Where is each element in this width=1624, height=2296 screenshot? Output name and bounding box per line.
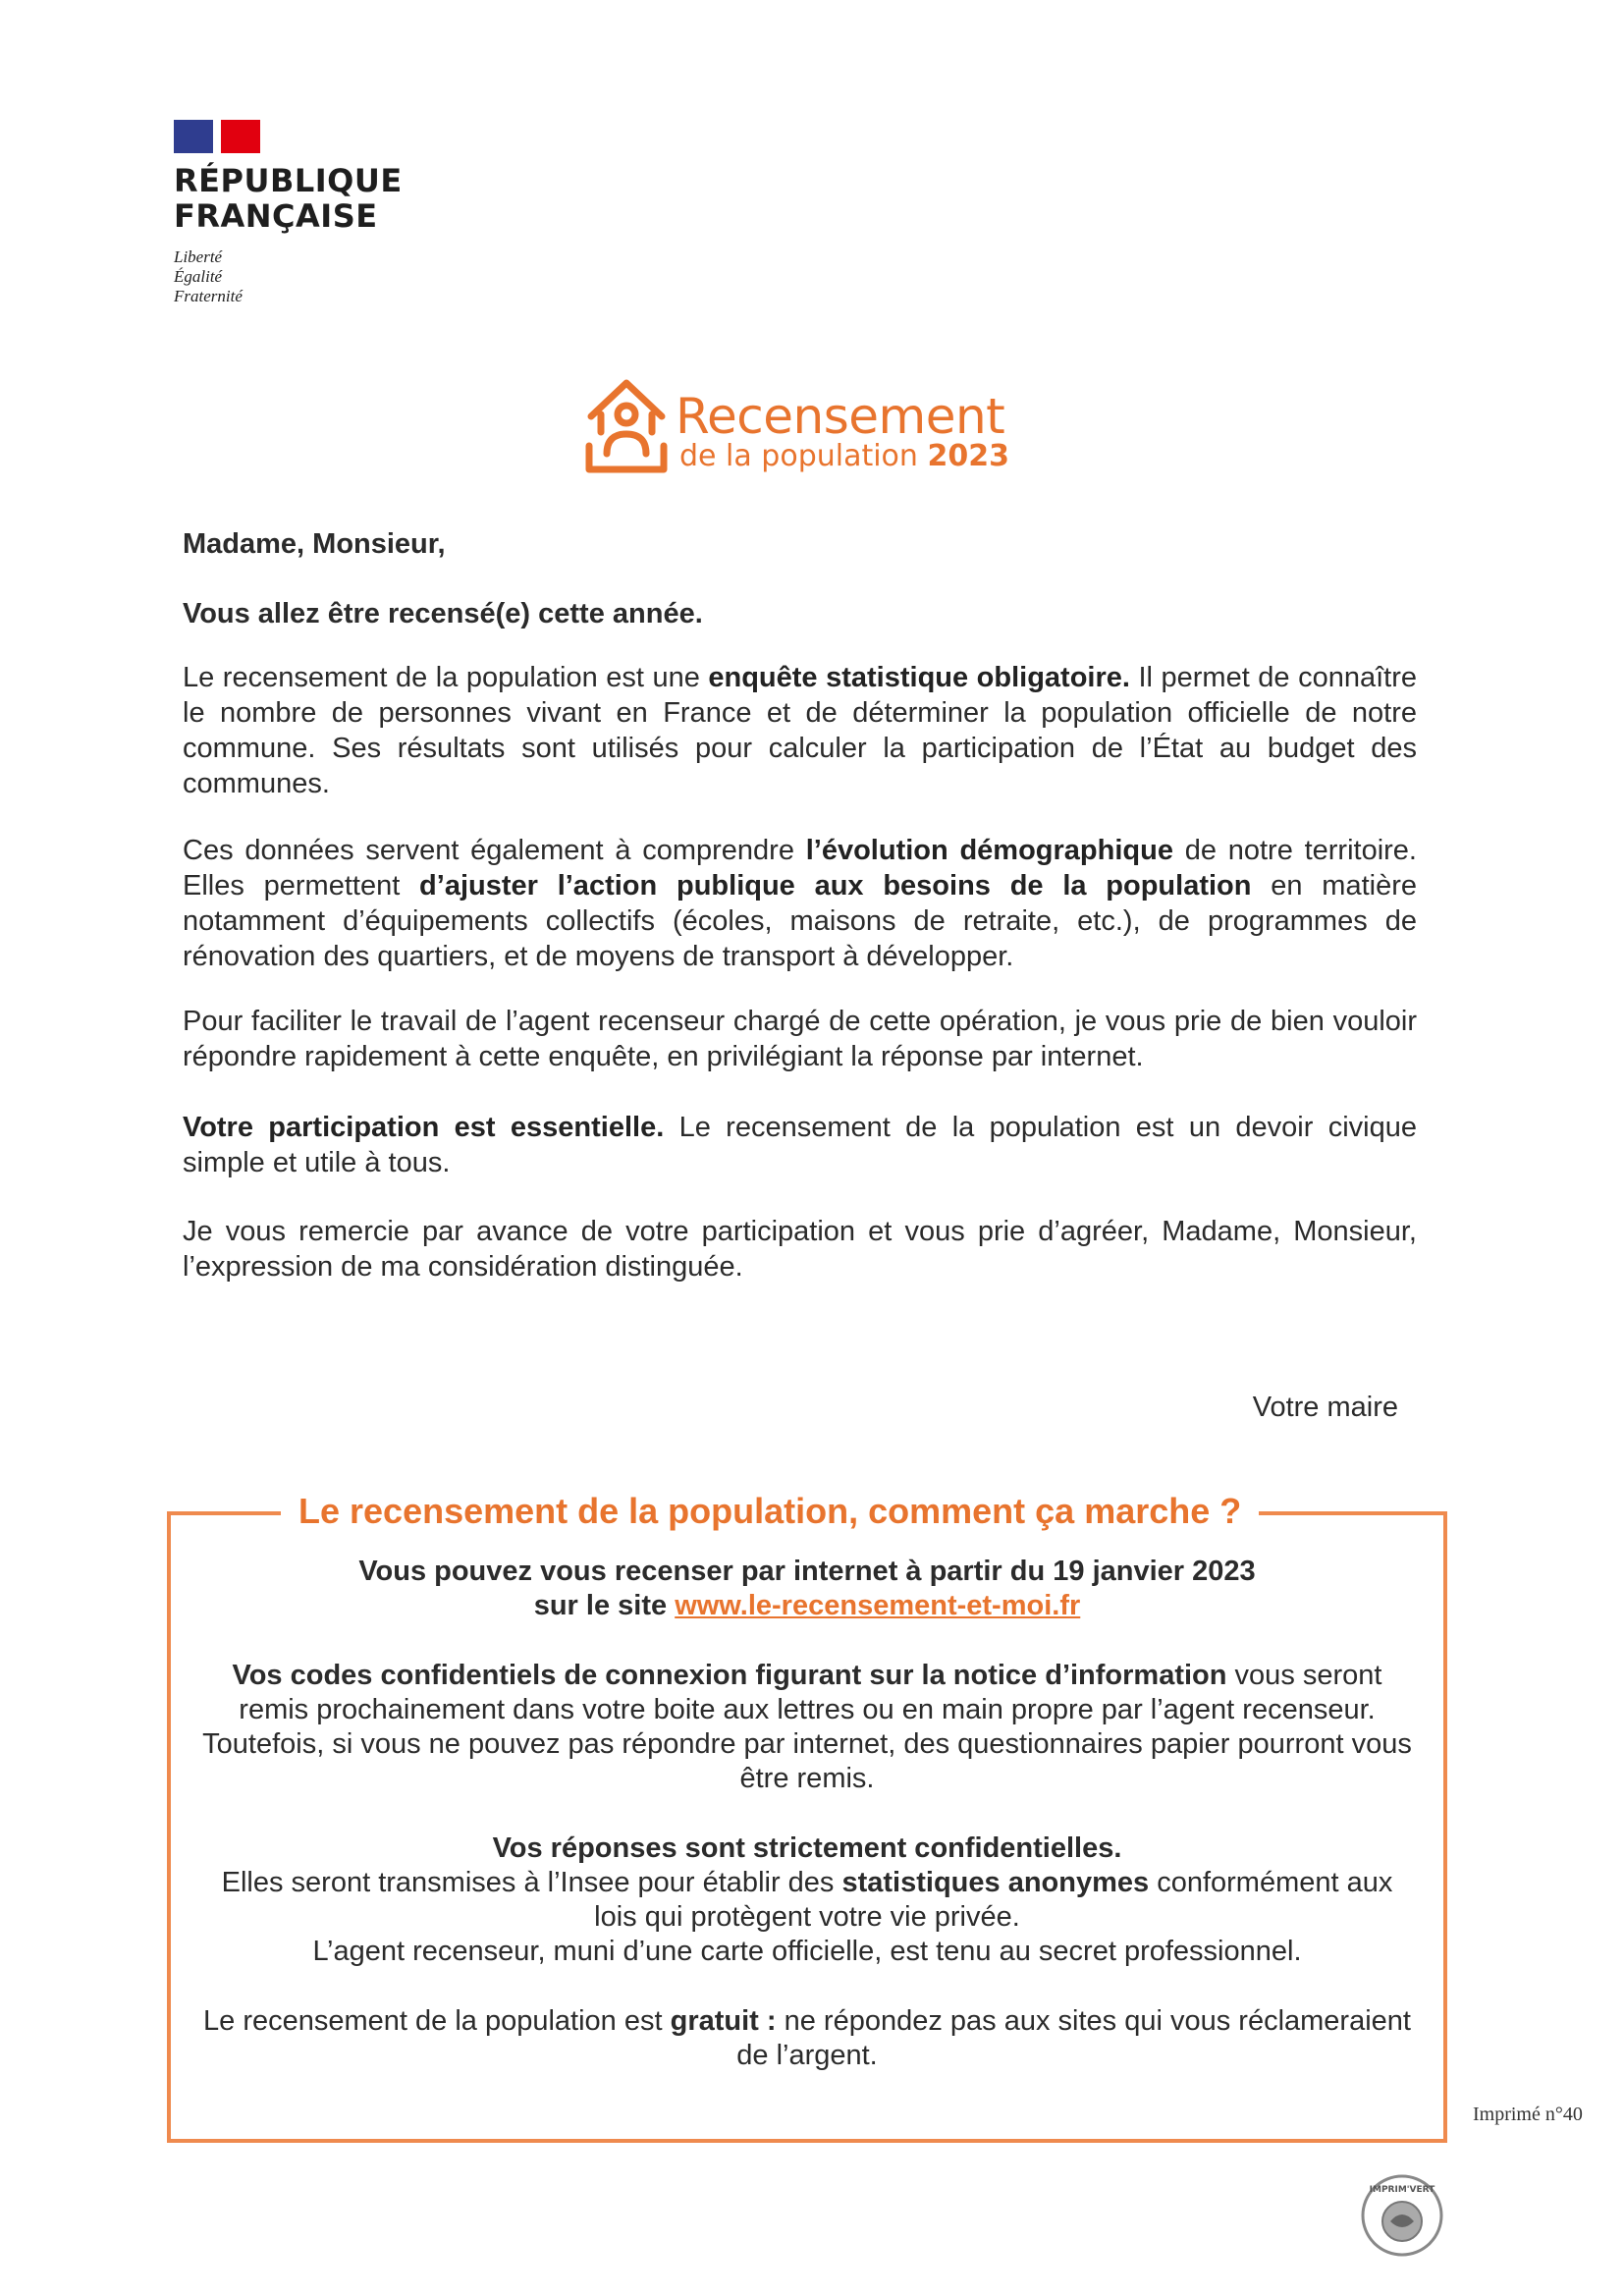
house-person-icon xyxy=(585,375,674,483)
paragraph-3: Pour faciliter le travail de l’agent recenseur chargé de cette opération, je vous prie de bien vouloir répondre rapidement à cette enquête, en privilégiant la réponse par internet. xyxy=(183,1006,1417,1072)
free-paragraph: Le recensement de la population est gratuit : ne répondez pas aux sites qui vous réclameraient de l’argent. xyxy=(203,2005,1411,2071)
recensement-title: Recensement xyxy=(676,388,1005,445)
recensement-logo xyxy=(585,375,1017,483)
rf-line-1: RÉPUBLIQUE xyxy=(174,162,403,199)
recensement-subtitle: de la population 2023 xyxy=(679,439,1009,473)
info-box-title: Le recensement de la population, comment ça marche ? xyxy=(281,1486,1259,1537)
paragraph-5: Je vous remercie par avance de votre participation et vous prie d’agréer, Madame, Monsieur, l’expression de ma considération distinguée. xyxy=(183,1216,1417,1283)
info-box xyxy=(167,1491,1447,2143)
recensement-site-link[interactable]: www.le-recensement-et-moi.fr xyxy=(675,1590,1081,1621)
confidential-heading: Vos réponses sont strictement confidentielles. xyxy=(492,1832,1122,1864)
imprim-vert-stamp-icon xyxy=(1357,2170,1447,2261)
stamp-text: IMPRIM'VERT xyxy=(1369,2185,1435,2195)
motto-fraternite: Fraternité xyxy=(174,287,243,305)
paragraph-2: Ces données servent également à comprendre l’évolution démographique de notre territoire. Elles permettent d’ajuster l’action publique aux besoins de la population en matière notamment d’équipements collectifs (écoles, maisons de retraite, etc.), de programmes de rénovation des quartiers, et de moyens de transport à développer. xyxy=(183,835,1417,972)
recensement-year: 2023 xyxy=(927,439,1009,473)
rf-line-2: FRANÇAISE xyxy=(174,197,378,235)
motto-liberte: Liberté xyxy=(174,247,223,266)
paragraph-1: Le recensement de la population est une enquête statistique obligatoire. Il permet de connaître le nombre de personnes vivant en France et de déterminer la population officielle de notre commune. Ses résultats sont utilisés pour calculer la participation de l’État au budget des communes. xyxy=(183,662,1418,799)
secret-line: L’agent recenseur, muni d’une carte officielle, est tenu au secret professionnel. xyxy=(312,1936,1302,1967)
codes-paragraph: Vos codes confidentiels de connexion figurant sur la notice d’information vous seront remis prochainement dans votre boite aux lettres ou en main propre par l’agent recenseur. Toutefois, si vous ne pouvez pas répondre par internet, des questionnaires papier pourront vous être remis. xyxy=(202,1660,1412,1794)
motto xyxy=(174,247,403,306)
french-flag-icon xyxy=(174,120,260,153)
site-line: sur le site www.le-recensement-et-moi.fr xyxy=(533,1590,1081,1621)
republique-francaise-logo xyxy=(174,120,403,306)
imprime-number: Imprimé n°40 xyxy=(1473,2104,1583,2125)
intro-heading: Vous allez être recensé(e) cette année. xyxy=(183,598,703,629)
internet-date-line: Vous pouvez vous recenser par internet à partir du 19 janvier 2023 xyxy=(358,1556,1256,1587)
greeting: Madame, Monsieur, xyxy=(183,528,446,560)
paragraph-4: Votre participation est essentielle. Le recensement de la population est un devoir civique simple et utile à tous. xyxy=(183,1112,1417,1178)
motto-egalite: Égalité xyxy=(174,267,223,286)
confidential-paragraph: Elles seront transmises à l’Insee pour établir des statistiques anonymes conformément aux lois qui protègent votre vie privée. xyxy=(221,1867,1393,1933)
info-box-body xyxy=(200,1555,1414,2073)
signature: Votre maire xyxy=(1252,1392,1398,1423)
